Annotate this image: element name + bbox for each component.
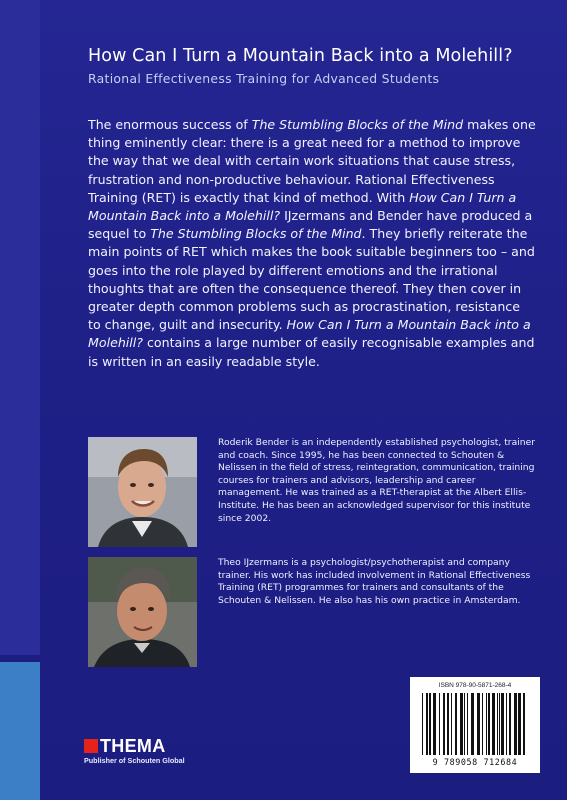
blurb-text: makes one thing eminently clear: there is a great need for a method to improve the way that we deal with certain work situations that cause stress, frustration and non-productive behaviour. Rational Effectiveness Training (RET) is exactly that kind of method. With xyxy=(88,117,536,205)
author-bio-roderik-bender: Roderik Bender is an independently established psychologist, trainer and coach. Since 1995, he has been connected to Schouten & Nelissen in the field of stress, reintegration, communication, training courses for trainers and advisors, leadership and career management. He was trained as a RET-therapist at the Albert Ellis-Institute. He has been an acknowledged supervisor for this institute since 2002. xyxy=(218,437,536,524)
side-stripe-bottom xyxy=(0,662,40,800)
barcode-bar xyxy=(460,693,463,755)
barcode-digits: 9 789058 712684 xyxy=(432,757,518,767)
author-photo-roderik-bender xyxy=(88,437,197,547)
barcode-bar xyxy=(422,693,423,755)
barcode-icon xyxy=(422,693,528,755)
blurb-text: The enormous success of xyxy=(88,117,252,132)
barcode-bar xyxy=(471,693,474,755)
barcode-bar xyxy=(523,693,525,755)
blurb-title-reference: The Stumbling Blocks of the Mind xyxy=(251,117,464,132)
barcode-bar xyxy=(501,693,504,755)
barcode-bar xyxy=(509,693,511,755)
barcode-bar xyxy=(499,693,500,755)
blurb-title-reference: How Can I Turn a Mountain Back into a Molehill? xyxy=(88,317,531,351)
barcode-bar xyxy=(439,693,440,755)
barcode-bar xyxy=(477,693,480,755)
barcode-bar xyxy=(497,693,498,755)
barcode-bar xyxy=(492,693,495,755)
barcode-bar xyxy=(433,693,436,755)
barcode-bar xyxy=(451,693,452,755)
blurb-text: . They briefly reiterate the main points of RET which makes the book suitable beginners too – and goes into the role played by different emotions and the irrational thoughts that are often the consequence thereof. They then cover in greater depth common problems such as procrastination, resistance to change, guilt and insecurity. xyxy=(88,226,535,333)
barcode-bar xyxy=(443,693,445,755)
book-blurb xyxy=(88,116,536,371)
barcode-bar xyxy=(447,693,449,755)
barcode-bar xyxy=(514,693,517,755)
book-title: How Can I Turn a Mountain Back into a Molehill? xyxy=(88,46,513,66)
barcode-bar xyxy=(488,693,490,755)
side-stripe-top xyxy=(0,0,40,655)
publisher-name: THEMA xyxy=(100,736,166,756)
publisher-tagline: Publisher of Schouten Global xyxy=(84,756,185,765)
isbn-label: ISBN 978-90-5871-268-4 xyxy=(438,682,512,689)
blurb-title-reference: How Can I Turn a Mountain Back into a Molehill? xyxy=(88,189,517,224)
barcode-bar xyxy=(455,693,457,755)
barcode-bar xyxy=(486,693,487,755)
isbn-barcode xyxy=(410,677,540,773)
barcode-bar xyxy=(426,693,428,755)
barcode-bar xyxy=(429,693,431,755)
blurb-title-reference: The Stumbling Blocks of the Mind xyxy=(150,226,362,242)
author-bio-theo-ijzermans: Theo IJzermans is a psychologist/psychotherapist and company trainer. His work has included involvement in Rational Effectiveness Training (RET) programmes for trainers and consultants of the Schouten & Nelissen. He also has his own practice in Amsterdam. xyxy=(218,557,531,606)
book-subtitle: Rational Effectiveness Training for Advanced Students xyxy=(88,71,440,86)
blurb-text: IJzermans and Bender have produced a sequel to xyxy=(88,208,533,242)
barcode-bar xyxy=(482,693,483,755)
barcode-bar xyxy=(518,693,521,755)
publisher-square-icon xyxy=(84,739,98,753)
author-photo-theo-ijzermans xyxy=(88,557,197,667)
barcode-bar xyxy=(464,693,465,755)
barcode-bar xyxy=(506,693,507,755)
blurb-text: contains a large number of easily recognisable examples and is written in an easily readable style. xyxy=(88,335,535,369)
barcode-bar xyxy=(467,693,468,755)
